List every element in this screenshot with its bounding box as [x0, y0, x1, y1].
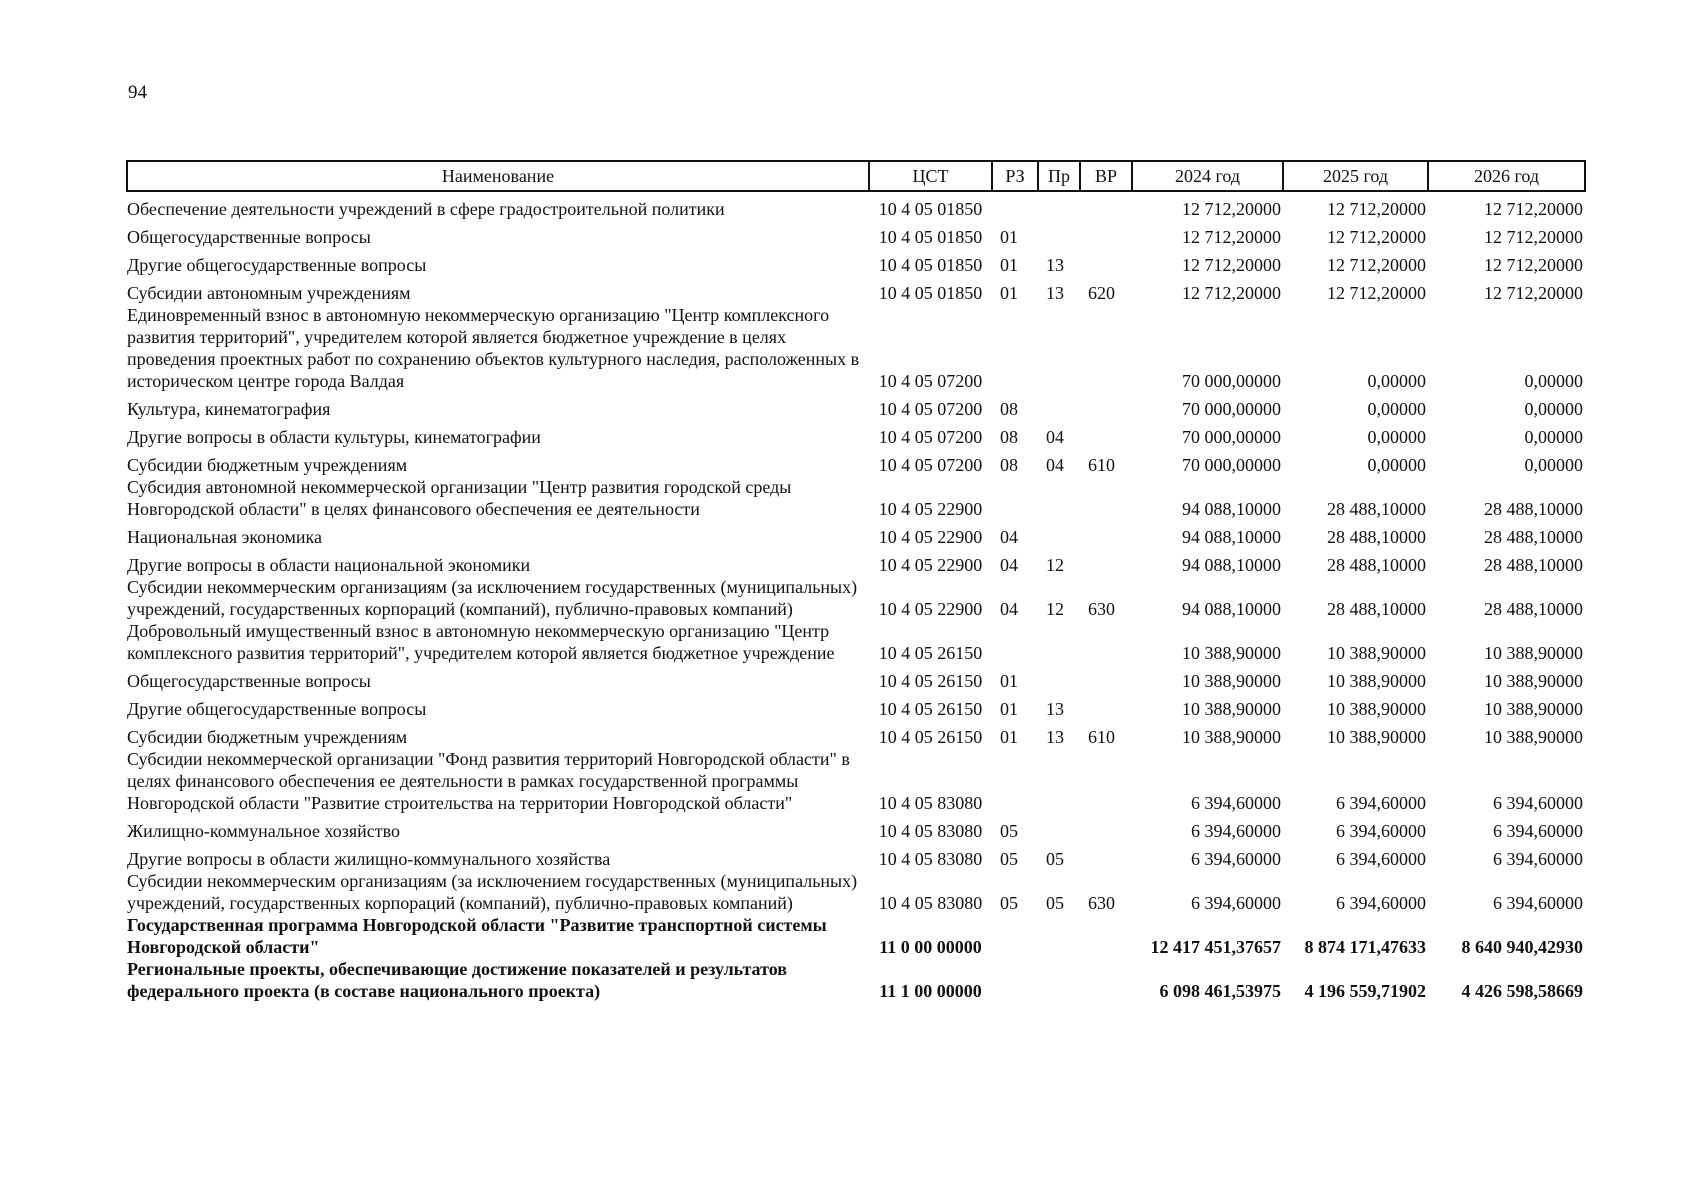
cell-pr — [1038, 220, 1080, 248]
cell-2024: 10 388,90000 — [1182, 671, 1281, 691]
cell-pr: 05 — [1046, 849, 1064, 869]
cell-name: Другие общегосударственные вопросы — [127, 699, 427, 719]
table-row — [127, 520, 1585, 548]
cell-name: Национальная экономика — [127, 527, 322, 547]
cell-pr: 13 — [1046, 255, 1064, 275]
cell-name: Субсидии бюджетным учреждениям — [127, 727, 408, 747]
cell-2024: 6 394,60000 — [1191, 893, 1281, 913]
cell-pr — [1038, 520, 1080, 548]
table-body — [127, 191, 1585, 1002]
cell-pr — [1038, 476, 1080, 520]
table-row — [127, 914, 1585, 958]
header-name: Наименование — [127, 161, 869, 191]
cell-name: Субсидии некоммерческим организациям (за исключением государственных (муниципальных) учреждений, государственных корпораций (компаний), публично-правовых компаний) — [127, 577, 858, 619]
cell-2026: 6 394,60000 — [1493, 893, 1583, 913]
cell-rz — [992, 914, 1038, 958]
cell-rz: 05 — [1000, 849, 1018, 869]
cell-rz: 01 — [1000, 255, 1018, 275]
cell-cst: 10 4 05 01850 — [878, 283, 983, 303]
cell-2024: 70 000,00000 — [1182, 371, 1281, 391]
cell-2026: 28 488,10000 — [1484, 499, 1583, 519]
cell-rz — [992, 476, 1038, 520]
cell-2025: 12 712,20000 — [1327, 255, 1426, 275]
cell-rz: 04 — [1000, 555, 1018, 575]
cell-2024: 10 388,90000 — [1182, 727, 1281, 747]
table-header-row — [127, 161, 1585, 191]
cell-cst: 11 1 00 00000 — [879, 981, 982, 1001]
cell-name: Жилищно-коммунальное хозяйство — [127, 821, 401, 841]
cell-pr — [1038, 620, 1080, 664]
cell-2026: 10 388,90000 — [1484, 643, 1583, 663]
cell-pr: 12 — [1046, 599, 1064, 619]
table-row — [127, 191, 1585, 220]
cell-vr — [1080, 420, 1132, 448]
table-row — [127, 448, 1585, 476]
cell-2025: 8 874 171,47633 — [1304, 937, 1426, 957]
cell-name: Субсидии бюджетным учреждениям — [127, 455, 408, 475]
cell-vr — [1080, 842, 1132, 870]
cell-2024: 12 712,20000 — [1182, 199, 1281, 219]
cell-cst: 10 4 05 22900 — [878, 499, 983, 519]
cell-pr — [1038, 304, 1080, 392]
cell-cst: 10 4 05 26150 — [878, 671, 983, 691]
cell-2026: 28 488,10000 — [1484, 599, 1583, 619]
cell-2024: 10 388,90000 — [1182, 643, 1281, 663]
cell-2025: 10 388,90000 — [1327, 643, 1426, 663]
cell-2025: 10 388,90000 — [1327, 671, 1426, 691]
cell-2026: 10 388,90000 — [1484, 699, 1583, 719]
cell-vr — [1080, 620, 1132, 664]
cell-2026: 6 394,60000 — [1493, 821, 1583, 841]
cell-2024: 6 394,60000 — [1191, 793, 1281, 813]
table-row — [127, 870, 1585, 914]
cell-rz: 01 — [1000, 283, 1018, 303]
cell-rz: 05 — [1000, 821, 1018, 841]
cell-vr: 610 — [1088, 727, 1115, 747]
cell-pr: 13 — [1046, 699, 1064, 719]
cell-pr — [1038, 392, 1080, 420]
table-row — [127, 664, 1585, 692]
cell-2026: 28 488,10000 — [1484, 555, 1583, 575]
header-vr: ВР — [1080, 161, 1132, 191]
cell-vr — [1080, 248, 1132, 276]
cell-cst: 10 4 05 26150 — [878, 643, 983, 663]
header-2026: 2026 год — [1428, 161, 1585, 191]
cell-name: Общегосударственные вопросы — [127, 227, 371, 247]
cell-2026: 10 388,90000 — [1484, 727, 1583, 747]
cell-pr: 04 — [1046, 455, 1064, 475]
cell-name: Субсидии некоммерческим организациям (за исключением государственных (муниципальных) учреждений, государственных корпораций (компаний), публично-правовых компаний) — [127, 871, 858, 913]
cell-pr: 13 — [1046, 283, 1064, 303]
cell-2024: 12 712,20000 — [1182, 227, 1281, 247]
cell-name: Другие вопросы в области жилищно-коммунального хозяйства — [127, 849, 611, 869]
cell-2024: 94 088,10000 — [1182, 599, 1281, 619]
cell-pr: 05 — [1046, 893, 1064, 913]
cell-2025: 0,00000 — [1367, 427, 1426, 447]
cell-2026: 6 394,60000 — [1493, 849, 1583, 869]
table-row — [127, 276, 1585, 304]
cell-2026: 0,00000 — [1524, 371, 1583, 391]
cell-cst: 10 4 05 07200 — [878, 455, 983, 475]
cell-vr — [1080, 958, 1132, 1002]
cell-2026: 0,00000 — [1524, 455, 1583, 475]
cell-2025: 6 394,60000 — [1336, 849, 1426, 869]
cell-2025: 28 488,10000 — [1327, 499, 1426, 519]
cell-cst: 10 4 05 26150 — [878, 699, 983, 719]
cell-name: Региональные проекты, обеспечивающие достижение показателей и результатов федерального проекта (в составе национального проекта) — [127, 959, 787, 1001]
cell-2025: 12 712,20000 — [1327, 199, 1426, 219]
cell-2025: 10 388,90000 — [1327, 727, 1426, 747]
cell-2024: 12 712,20000 — [1182, 255, 1281, 275]
cell-2026: 10 388,90000 — [1484, 671, 1583, 691]
header-2024: 2024 год — [1132, 161, 1283, 191]
cell-2026: 0,00000 — [1524, 399, 1583, 419]
cell-cst: 10 4 05 22900 — [878, 599, 983, 619]
cell-pr — [1038, 958, 1080, 1002]
cell-2026: 6 394,60000 — [1493, 793, 1583, 813]
cell-2026: 8 640 940,42930 — [1461, 937, 1583, 957]
table-row — [127, 958, 1585, 1002]
cell-vr: 620 — [1088, 283, 1115, 303]
cell-2024: 94 088,10000 — [1182, 555, 1281, 575]
cell-2025: 6 394,60000 — [1336, 821, 1426, 841]
cell-2024: 6 098 461,53975 — [1159, 981, 1281, 1001]
cell-cst: 10 4 05 83080 — [878, 849, 983, 869]
cell-2025: 12 712,20000 — [1327, 283, 1426, 303]
cell-2024: 94 088,10000 — [1182, 527, 1281, 547]
cell-rz — [992, 304, 1038, 392]
cell-vr: 610 — [1088, 455, 1115, 475]
table-row — [127, 248, 1585, 276]
header-rz: РЗ — [992, 161, 1038, 191]
cell-2025: 28 488,10000 — [1327, 599, 1426, 619]
cell-2024: 70 000,00000 — [1182, 427, 1281, 447]
table-row — [127, 842, 1585, 870]
cell-2025: 28 488,10000 — [1327, 527, 1426, 547]
cell-vr — [1080, 304, 1132, 392]
cell-name: Культура, кинематография — [127, 399, 331, 419]
cell-vr — [1080, 548, 1132, 576]
cell-name: Общегосударственные вопросы — [127, 671, 371, 691]
cell-rz: 04 — [1000, 527, 1018, 547]
cell-2025: 4 196 559,71902 — [1304, 981, 1426, 1001]
cell-2025: 0,00000 — [1367, 399, 1426, 419]
table-row — [127, 748, 1585, 814]
cell-2024: 12 712,20000 — [1182, 283, 1281, 303]
cell-name: Другие вопросы в области национальной экономики — [127, 555, 531, 575]
table-row — [127, 304, 1585, 392]
cell-rz: 01 — [1000, 699, 1018, 719]
cell-2024: 70 000,00000 — [1182, 399, 1281, 419]
cell-pr — [1038, 191, 1080, 220]
cell-vr — [1080, 748, 1132, 814]
cell-cst: 11 0 00 00000 — [879, 937, 982, 957]
cell-rz: 01 — [1000, 227, 1018, 247]
cell-cst: 10 4 05 07200 — [878, 371, 983, 391]
cell-2026: 12 712,20000 — [1484, 199, 1583, 219]
table-row — [127, 692, 1585, 720]
cell-2024: 70 000,00000 — [1182, 455, 1281, 475]
cell-cst: 10 4 05 26150 — [878, 727, 983, 747]
cell-2024: 94 088,10000 — [1182, 499, 1281, 519]
cell-cst: 10 4 05 22900 — [878, 555, 983, 575]
cell-2025: 12 712,20000 — [1327, 227, 1426, 247]
cell-name: Другие общегосударственные вопросы — [127, 255, 427, 275]
table-row — [127, 548, 1585, 576]
cell-cst: 10 4 05 01850 — [878, 227, 983, 247]
cell-name: Добровольный имущественный взнос в автономную некоммерческую организацию "Центр комплексного развития территорий", учредителем которой является бюджетное учреждение — [127, 621, 835, 663]
cell-rz: 05 — [1000, 893, 1018, 913]
cell-2026: 28 488,10000 — [1484, 527, 1583, 547]
cell-rz: 08 — [1000, 455, 1018, 475]
cell-rz: 01 — [1000, 727, 1018, 747]
table-row — [127, 220, 1585, 248]
cell-vr: 630 — [1088, 893, 1115, 913]
cell-pr — [1038, 748, 1080, 814]
cell-rz — [992, 620, 1038, 664]
cell-2025: 0,00000 — [1367, 371, 1426, 391]
cell-rz: 04 — [1000, 599, 1018, 619]
cell-vr — [1080, 392, 1132, 420]
cell-2025: 6 394,60000 — [1336, 793, 1426, 813]
table-row — [127, 814, 1585, 842]
table-row — [127, 576, 1585, 620]
cell-pr — [1038, 664, 1080, 692]
cell-2026: 12 712,20000 — [1484, 283, 1583, 303]
cell-pr: 13 — [1046, 727, 1064, 747]
table-row — [127, 392, 1585, 420]
cell-rz — [992, 958, 1038, 1002]
cell-vr — [1080, 476, 1132, 520]
page-number: 94 — [128, 82, 147, 103]
cell-2025: 0,00000 — [1367, 455, 1426, 475]
cell-cst: 10 4 05 01850 — [878, 255, 983, 275]
cell-vr — [1080, 191, 1132, 220]
table-row — [127, 420, 1585, 448]
cell-name: Субсидия автономной некоммерческой организации "Центр развития городской среды Новгородской области" в целях финансового обеспечения ее деятельности — [127, 477, 792, 519]
cell-name: Субсидии некоммерческой организации "Фонд развития территорий Новгородской области" в целях финансового обеспечения ее деятельности в рамках государственной программы Новгородской области "Развитие строительства на территории Новгородской области" — [127, 749, 850, 813]
cell-rz — [992, 191, 1038, 220]
cell-cst: 10 4 05 83080 — [878, 793, 983, 813]
cell-2024: 6 394,60000 — [1191, 821, 1281, 841]
cell-name: Единовременный взнос в автономную некоммерческую организацию "Центр комплексного развития территорий", учредителем которой является бюджетное учреждение в целях проведения проектных работ по сохранению объектов культурного наследия, расположенных в историческом центре города Валдая — [127, 305, 860, 391]
table-row — [127, 476, 1585, 520]
cell-cst: 10 4 05 83080 — [878, 821, 983, 841]
cell-2025: 10 388,90000 — [1327, 699, 1426, 719]
cell-cst: 10 4 05 83080 — [878, 893, 983, 913]
cell-pr: 04 — [1046, 427, 1064, 447]
cell-pr — [1038, 914, 1080, 958]
cell-pr: 12 — [1046, 555, 1064, 575]
table-row — [127, 720, 1585, 748]
cell-name: Государственная программа Новгородской области "Развитие транспортной системы Новгородской области" — [127, 915, 827, 957]
cell-vr — [1080, 520, 1132, 548]
cell-name: Другие вопросы в области культуры, кинематографии — [127, 427, 541, 447]
cell-cst: 10 4 05 22900 — [878, 527, 983, 547]
cell-2024: 6 394,60000 — [1191, 849, 1281, 869]
cell-vr — [1080, 664, 1132, 692]
header-cst: ЦСТ — [869, 161, 992, 191]
cell-2025: 28 488,10000 — [1327, 555, 1426, 575]
header-pr: Пр — [1038, 161, 1080, 191]
cell-rz: 08 — [1000, 399, 1018, 419]
cell-2026: 4 426 598,58669 — [1461, 981, 1583, 1001]
cell-rz: 08 — [1000, 427, 1018, 447]
cell-rz — [992, 748, 1038, 814]
budget-table — [126, 160, 1586, 1002]
cell-2026: 0,00000 — [1524, 427, 1583, 447]
cell-vr — [1080, 220, 1132, 248]
cell-2025: 6 394,60000 — [1336, 893, 1426, 913]
header-2025: 2025 год — [1283, 161, 1428, 191]
cell-cst: 10 4 05 07200 — [878, 427, 983, 447]
cell-vr: 630 — [1088, 599, 1115, 619]
cell-name: Обеспечение деятельности учреждений в сфере градостроительной политики — [127, 199, 725, 219]
cell-cst: 10 4 05 07200 — [878, 399, 983, 419]
cell-2026: 12 712,20000 — [1484, 227, 1583, 247]
cell-rz: 01 — [1000, 671, 1018, 691]
table-row — [127, 620, 1585, 664]
cell-name: Субсидии автономным учреждениям — [127, 283, 411, 303]
cell-2026: 12 712,20000 — [1484, 255, 1583, 275]
cell-vr — [1080, 814, 1132, 842]
cell-pr — [1038, 814, 1080, 842]
cell-vr — [1080, 914, 1132, 958]
cell-2024: 12 417 451,37657 — [1150, 937, 1281, 957]
cell-cst: 10 4 05 01850 — [878, 199, 983, 219]
cell-vr — [1080, 692, 1132, 720]
cell-2024: 10 388,90000 — [1182, 699, 1281, 719]
